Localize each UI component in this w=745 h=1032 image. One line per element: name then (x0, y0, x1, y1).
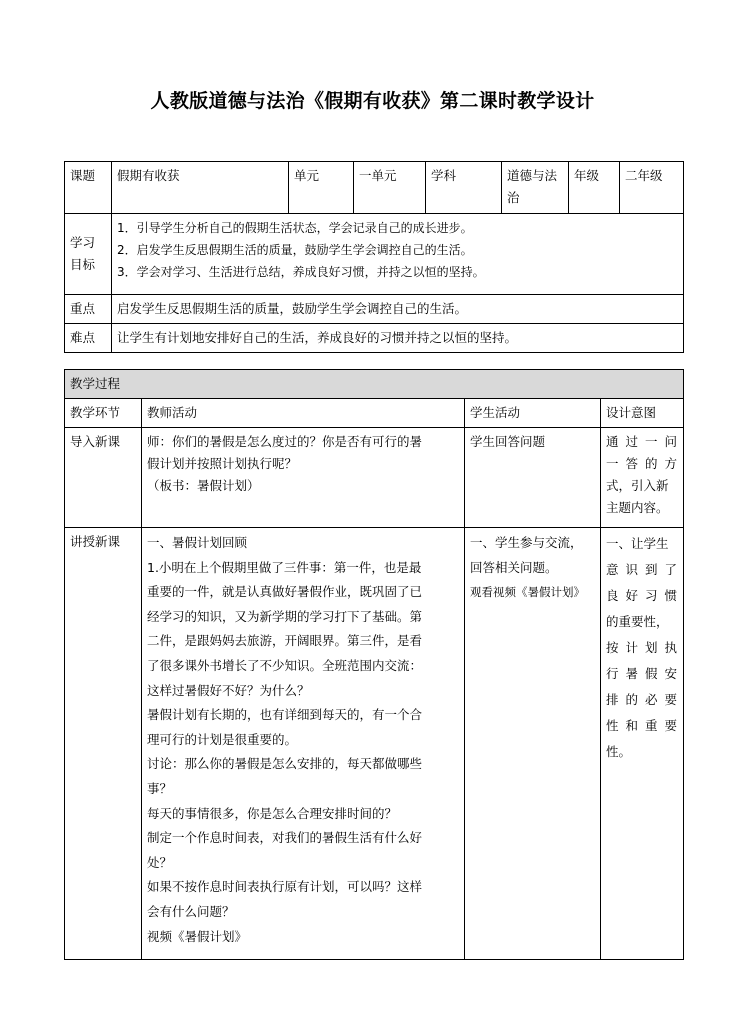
design-intent (601, 528, 684, 960)
intent-line: 一 答 的 方 (606, 456, 679, 471)
student-activity (465, 528, 601, 960)
subject-value (502, 162, 569, 214)
difficulty-label: 难点 (65, 324, 112, 353)
intent-line: 性 和 重 要 (606, 718, 679, 733)
unit-label: 单元 (289, 162, 354, 214)
teacher-line: 事？ (147, 780, 173, 796)
teacher-line: 制定一个作息时间表，对我们的暑假生活有什么好 (147, 830, 423, 846)
column-header: 教师活动 (142, 399, 465, 428)
objective-item: 3．学会对学习、生活进行总结，养成良好习惯，并持之以恒的坚持。 (117, 265, 485, 279)
intent-line: 主题内容。 (606, 500, 669, 515)
student-line: 一、学生参与交流， (470, 535, 583, 550)
objective-item: 2．启发学生反思假期生活的质量，鼓励学生学会调控自己的生活。 (117, 243, 473, 257)
topic-label: 课题 (65, 162, 112, 214)
teacher-line: 1.小明在上个假期里做了三件事：第一件，也是最 (147, 559, 422, 575)
column-header: 教学环节 (65, 399, 142, 428)
objectives-label (65, 214, 112, 295)
column-header: 设计意图 (601, 399, 684, 428)
teacher-line: 会有什么问题？ (147, 903, 235, 919)
subject-value-line: 治 (507, 190, 520, 205)
stage-cell: 讲授新课 (65, 528, 142, 960)
objectives-label-line: 目标 (70, 257, 96, 272)
key-point-label: 重点 (65, 295, 112, 324)
subject-value-line: 道德与法 (507, 168, 558, 183)
intent-line: 按 计 划 执 (606, 640, 679, 655)
teacher-activity (142, 528, 465, 960)
teacher-line: 每天的事情很多，你是怎么合理安排时间的？ (147, 805, 398, 821)
teaching-process-table (64, 369, 684, 960)
document-title: 人教版道德与法治《假期有收获》第二课时教学设计 (150, 90, 595, 112)
column-header: 学生活动 (465, 399, 601, 428)
topic-value: 假期有收获 (112, 162, 289, 214)
grade-value: 二年级 (620, 162, 684, 214)
stage-cell: 导入新课 (65, 428, 142, 528)
intent-line: 的重要性， (606, 614, 669, 629)
key-point-value: 启发学生反思假期生活的质量，鼓励学生学会调控自己的生活。 (112, 295, 684, 324)
intent-line: 性。 (606, 744, 632, 759)
teacher-line: 经学习的知识，又为新学期的学习打下了基础。第 (147, 608, 423, 624)
intent-line: 良 好 习 惯 (606, 588, 679, 603)
objectives-label-line: 学习 (70, 235, 96, 250)
intent-line: 一、让学生 (606, 536, 669, 551)
design-intent (601, 428, 684, 528)
teacher-line: 视频《暑假计划》 (147, 928, 248, 944)
teacher-line: 重要的一件，就是认真做好暑假作业，既巩固了已 (147, 584, 423, 600)
intent-line: 式，引入新 (606, 478, 669, 493)
objective-item: 1．引导学生分析自己的假期生活状态，学会记录自己的成长进步。 (117, 221, 473, 235)
objectives-list (112, 214, 684, 295)
teacher-line: 了很多课外书增长了不少知识。全班范围内交流： (147, 657, 423, 673)
intent-line: 意 识 到 了 (606, 562, 679, 577)
intent-line: 通 过 一 问 (606, 434, 679, 449)
teacher-line: 假计划并按照计划执行呢？ (147, 456, 298, 471)
student-activity (465, 428, 601, 528)
difficulty-value: 让学生有计划地安排好自己的生活，养成良好的习惯并持之以恒的坚持。 (112, 324, 684, 353)
teacher-line: 讨论：那么你的暑假是怎么安排的，每天都做哪些 (147, 756, 423, 772)
teacher-line: 师：你们的暑假是怎么度过的？你是否有可行的暑 (147, 434, 423, 449)
student-line: 学生回答问题 (470, 434, 546, 449)
grade-label: 年级 (569, 162, 620, 214)
teacher-line: 暑假计划有长期的，也有详细到每天的，有一个合 (147, 707, 423, 723)
student-line: 回答相关问题。 (470, 559, 558, 575)
process-header: 教学过程 (65, 370, 684, 399)
student-line: 观看视频《暑假计划》 (470, 585, 585, 600)
teacher-line: 理可行的计划是很重要的。 (147, 731, 298, 747)
teacher-line: 二件，是跟妈妈去旅游，开阔眼界。第三件，是看 (147, 633, 423, 649)
teacher-line: 如果不按作息时间表执行原有计划，可以吗？这样 (147, 879, 423, 895)
subject-label: 学科 (426, 162, 502, 214)
unit-value: 一单元 (354, 162, 426, 214)
teacher-line: 这样过暑假好不好？为什么？ (147, 682, 310, 698)
teacher-activity (142, 428, 465, 528)
intent-line: 排 的 必 要 (606, 692, 679, 707)
teacher-line: 处？ (147, 854, 173, 870)
lesson-info-table (64, 161, 684, 353)
teacher-line: （板书：暑假计划） (147, 478, 260, 493)
intent-line: 行 暑 假 安 (606, 666, 679, 681)
teacher-line: 一、暑假计划回顾 (147, 535, 248, 550)
